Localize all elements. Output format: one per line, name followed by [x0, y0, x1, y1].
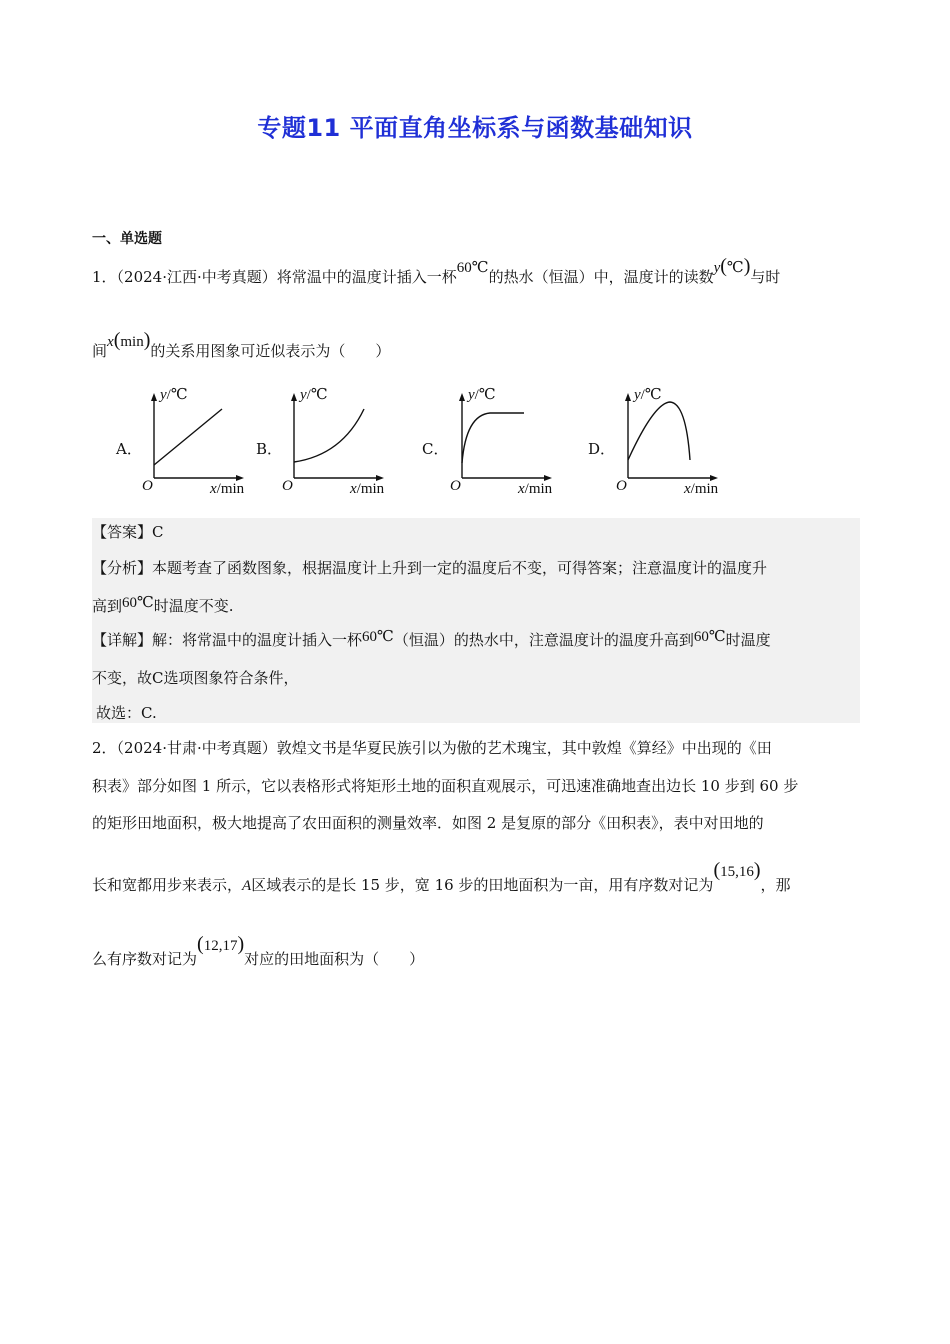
q1-temp: 60℃: [456, 260, 489, 276]
q1-text-d: 间: [92, 342, 108, 360]
q2-text-1: 敦煌文书是华夏民族引以为傲的艺术瑰宝，其中敦煌《算经》中出现的《田: [276, 739, 772, 757]
q2-text-4c: 区域表示的是长 15 步，宽 16 步的田地面积为一亩，用有序数对记为: [251, 876, 714, 894]
q1-line-1: [92, 255, 862, 288]
option-a-x-label: x/min: [210, 481, 245, 497]
q1-text-c: 与时: [750, 268, 781, 286]
q1-y-expression: y(℃): [713, 255, 751, 277]
analysis-text-a: 本题考查了函数图象，根据温度计上升到一定的温度后不变，可得答案；注意温度计的温度升: [152, 559, 768, 577]
q2-region-a: A: [242, 878, 252, 894]
analysis-temp: 60℃: [122, 595, 154, 611]
detail-text-a5: 时温度: [725, 631, 771, 649]
answer-line: [92, 522, 862, 542]
option-d-origin: O: [616, 478, 627, 494]
option-b-graph: [280, 383, 400, 503]
page-title: 专题11 平面直角坐标系与函数基础知识: [257, 114, 693, 142]
q2-line-4: [92, 859, 862, 896]
q1-text-b: 的热水（恒温）中，温度计的读数: [488, 268, 714, 286]
option-c-y-arrow: [459, 393, 465, 401]
analysis-tag: 【分析】: [92, 559, 153, 577]
q1-line-2: [92, 329, 862, 362]
q2-source: （2024·甘肃·中考真题）: [116, 739, 277, 757]
option-c-y-label: y/℃: [468, 387, 496, 403]
option-c-origin: O: [450, 478, 461, 494]
option-a-curve: [154, 409, 222, 465]
analysis-text-b1: 高到: [92, 597, 123, 615]
answer-box: [92, 518, 860, 723]
option-d-y-label: y/℃: [634, 387, 662, 403]
q2-pair-1: (15,16): [713, 859, 761, 881]
detail-temp-2: 60℃: [693, 629, 726, 645]
detail-line-3: 故选：C.: [96, 704, 157, 722]
q2-number: 2．: [92, 739, 117, 757]
q1-number: 1．: [92, 268, 117, 286]
option-b-y-label: y/℃: [300, 387, 328, 403]
q2-pair-2: (12,17): [197, 933, 245, 955]
option-d-curve: [628, 402, 690, 460]
detail-text-a1: 解：将常温中的温度计插入一杯: [152, 631, 363, 649]
option-c-curve: [462, 413, 524, 463]
analysis-text-b3: 时温度不变.: [153, 597, 234, 615]
option-c-label: C．: [422, 440, 449, 458]
section-heading: 一、单选题: [92, 231, 162, 247]
q1-source: （2024·江西·中考真题）: [116, 268, 277, 286]
option-b-x-label: x/min: [350, 481, 385, 497]
option-a-origin: O: [142, 478, 153, 494]
detail-text-a3: （恒温）的热水中，注意温度计的温度升高到: [393, 631, 694, 649]
q1-x-expression: x(min): [107, 329, 151, 351]
option-d-y-arrow: [625, 393, 631, 401]
analysis-line-2: [92, 596, 862, 617]
option-a-y-arrow: [151, 393, 157, 401]
option-b-label: B．: [256, 440, 283, 458]
option-b-y-arrow: [291, 393, 297, 401]
option-a-label: A．: [116, 440, 142, 458]
q2-line-1: [92, 738, 862, 758]
option-a-y-label: y/℃: [160, 387, 188, 403]
option-b-curve: [294, 409, 364, 462]
q2-line-3: 的矩形田地面积，极大地提高了农田面积的测量效率．如图 2 是复原的部分《田积表》，表中对田地的: [92, 814, 764, 832]
answer-tag: 【答案】: [92, 523, 153, 541]
q2-line-5: [92, 933, 862, 970]
detail-tag: 【详解】: [92, 631, 153, 649]
analysis-line-1: [92, 558, 862, 578]
option-d-graph: [614, 383, 734, 503]
q2-text-4a: 长和宽都用步来表示，: [92, 876, 243, 894]
option-c-graph: [448, 383, 568, 503]
q2-text-4d: ，那: [760, 876, 791, 894]
detail-temp-1: 60℃: [362, 629, 394, 645]
q2-line-2: 积表》部分如图 1 所示，它以表格形式将矩形土地的面积直观展示，可迅速准确地查出边长 10 步到 60 步: [92, 777, 799, 795]
detail-line-2: 不变，故C选项图象符合条件，: [92, 669, 299, 687]
q2-text-5a: 么有序数对记为: [92, 950, 198, 968]
q1-text-e: 的关系用图象可近似表示为（ ）: [150, 342, 391, 360]
q2-text-5b: 对应的田地面积为（ ）: [244, 950, 425, 968]
option-b-origin: O: [282, 478, 293, 494]
answer-value: C: [152, 523, 164, 541]
option-a-graph: [140, 383, 260, 503]
option-d-x-label: x/min: [684, 481, 719, 497]
detail-line-1: [92, 630, 862, 651]
q1-text-a: 将常温中的温度计插入一杯: [276, 268, 457, 286]
option-c-x-label: x/min: [518, 481, 553, 497]
option-d-label: D．: [588, 440, 616, 458]
